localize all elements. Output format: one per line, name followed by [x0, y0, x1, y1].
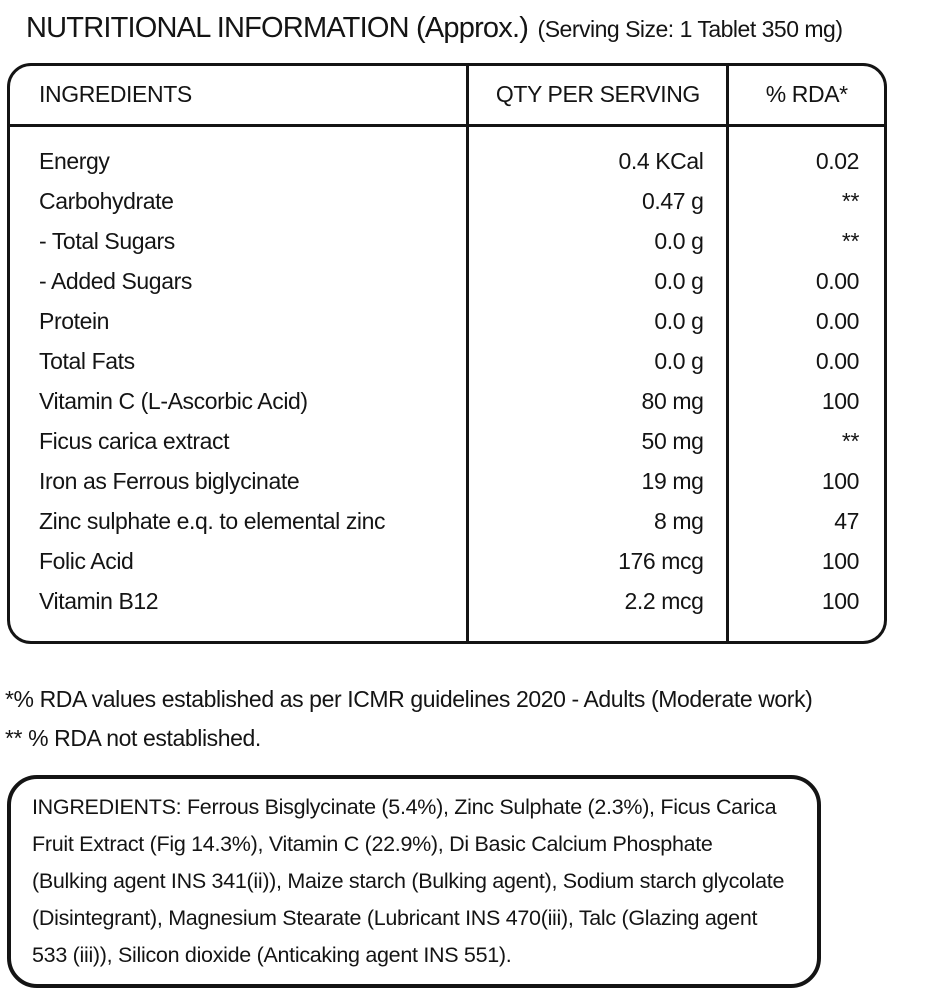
page-title: NUTRITIONAL INFORMATION (Approx.) — [26, 12, 529, 44]
table-row — [10, 181, 884, 221]
ingredients-text: INGREDIENTS: Ferrous Bisglycinate (5.4%), Zinc Sulphate (2.3%), Ficus Carica Fruit Extract (Fig 14.3%), Vitamin C (22.9%), Di Basic Calcium Phosphate (Bulking agent INS 341(ii)), Maize starch (Bulking agent), Sodium starch glycolate (Disintegrant), Magnesium Stearate (Lubricant INS 470(iii), Talc (Glazing agent 533 (iii)), Silicon dioxide (Anticaking agent INS 551). — [32, 794, 785, 967]
qty-cell: 0.0 g — [468, 221, 728, 261]
ingredient-cell: Zinc sulphate e.q. to elemental zinc — [39, 507, 386, 534]
rda-cell: ** — [728, 181, 884, 221]
ingredient-cell: Energy — [39, 147, 110, 174]
column-header-qty-per-serving: QTY PER SERVING — [468, 66, 728, 125]
rda-cell: 0.00 — [728, 261, 884, 301]
rda-cell: 0.00 — [728, 341, 884, 381]
rda-cell: 100 — [728, 581, 884, 641]
ingredient-cell: Vitamin B12 — [39, 587, 159, 614]
ingredient-cell: Protein — [39, 307, 110, 334]
ingredients-box — [7, 775, 821, 988]
rda-cell: ** — [728, 221, 884, 261]
qty-cell: 8 mg — [468, 501, 728, 541]
qty-cell: 19 mg — [468, 461, 728, 501]
table-row — [10, 301, 884, 341]
table-row — [10, 341, 884, 381]
ingredient-cell: Folic Acid — [39, 547, 134, 574]
footnotes — [5, 684, 926, 753]
rda-cell: 100 — [728, 541, 884, 581]
table-row — [10, 125, 884, 181]
rda-cell: 100 — [728, 381, 884, 421]
qty-cell: 0.0 g — [468, 341, 728, 381]
qty-cell: 80 mg — [468, 381, 728, 421]
footnote-rda-established: *% RDA values established as per ICMR guidelines 2020 - Adults (Moderate work) — [5, 685, 813, 712]
qty-cell: 0.0 g — [468, 261, 728, 301]
footnote-rda-not-established: ** % RDA not established. — [5, 724, 261, 751]
qty-cell: 0.4 KCal — [468, 125, 728, 181]
table-row — [10, 501, 884, 541]
qty-cell: 2.2 mcg — [468, 581, 728, 641]
ingredient-cell: Carbohydrate — [39, 187, 174, 214]
rda-cell: 0.02 — [728, 125, 884, 181]
rda-cell: 100 — [728, 461, 884, 501]
table-row — [10, 381, 884, 421]
qty-cell: 50 mg — [468, 421, 728, 461]
table-row — [10, 221, 884, 261]
ingredient-cell: - Added Sugars — [39, 267, 192, 294]
qty-cell: 176 mcg — [468, 541, 728, 581]
nutrition-table — [7, 63, 887, 644]
ingredient-cell: Total Fats — [39, 347, 135, 374]
ingredient-cell: - Total Sugars — [39, 227, 175, 254]
rda-cell: 47 — [728, 501, 884, 541]
qty-cell: 0.47 g — [468, 181, 728, 221]
qty-cell: 0.0 g — [468, 301, 728, 341]
table-row — [10, 581, 884, 641]
ingredient-cell: Iron as Ferrous biglycinate — [39, 467, 300, 494]
table-row — [10, 261, 884, 301]
column-header-ingredients: INGREDIENTS — [10, 66, 468, 125]
table-row — [10, 541, 884, 581]
ingredient-cell: Vitamin C (L-Ascorbic Acid) — [39, 387, 308, 414]
table-body — [10, 125, 884, 641]
table-header-row — [10, 66, 884, 125]
rda-cell: ** — [728, 421, 884, 461]
ingredient-cell: Ficus carica extract — [39, 427, 230, 454]
table-row — [10, 421, 884, 461]
serving-size-text: (Serving Size: 1 Tablet 350 mg) — [537, 16, 843, 42]
column-header-rda: % RDA* — [728, 66, 884, 125]
rda-cell: 0.00 — [728, 301, 884, 341]
table-row — [10, 461, 884, 501]
label-title — [0, 0, 926, 52]
